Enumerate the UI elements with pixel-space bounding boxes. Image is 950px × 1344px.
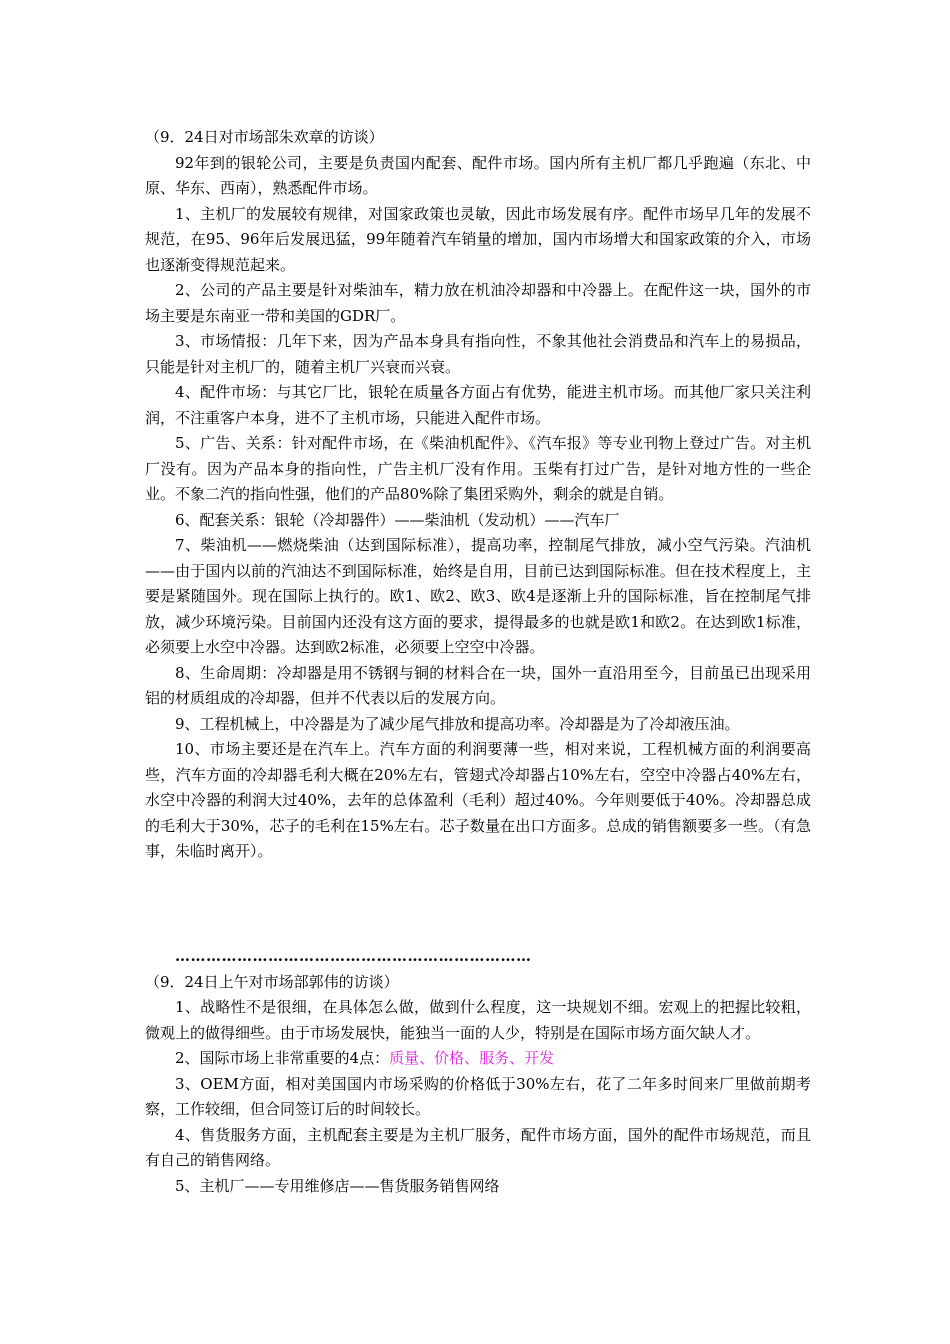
interview-2-heading: （9．24日上午对市场部郭伟的访谈） (145, 972, 399, 991)
paragraph: 3、市场情报：几年下来，因为产品本身具有指向性，不象其他社会消费品和汽车上的易损品，只能是针对主机厂的，随着主机厂兴衰而兴衰。 (145, 332, 811, 376)
paragraph: 92年到的银轮公司，主要是负责国内配套、配件市场。国内所有主机厂都几乎跑遍（东北、中原、华东、西南），熟悉配件市场。 (145, 153, 811, 197)
paragraph: 1、主机厂的发展较有规律，对国家政策也灵敏，因此市场发展有序。配件市场早几年的发展不规范，在95、96年后发展迅猛，99年随着汽车销量的增加，国内市场增大和国家政策的介入，市场也逐渐变得规范起来。 (145, 204, 811, 274)
paragraph (145, 1046, 811, 1072)
document-page (145, 125, 811, 1199)
paragraph-prefix: 2、国际市场上非常重要的4点： (175, 1049, 390, 1067)
paragraph: 2、公司的产品主要是针对柴油车，精力放在机油冷却器和中冷器上。在配件这一块，国外的市场主要是东南亚一带和美国的GDR厂。 (145, 281, 811, 325)
highlighted-text: 质量、价格、服务、开发 (389, 1049, 555, 1067)
paragraph: 4、配件市场：与其它厂比，银轮在质量各方面占有优势，能进主机市场。而其他厂家只关注利润，不注重客户本身，进不了主机市场，只能进入配件市场。 (145, 383, 811, 427)
paragraph: 7、柴油机——燃烧柴油（达到国际标准），提高功率，控制尾气排放，减小空气污染。汽油机——由于国内以前的汽油达不到国际标准，始终是自用，目前已达到国际标准。但在技术程度上，主要是紧随国外。现在国际上执行的。欧1、欧2、欧3、欧4是逐渐上升的国际标准，旨在控制尾气排放，减少环境污染。目前国内还没有这方面的要求，提得最多的也就是欧1和欧2。在达到欧1标准，必须要上水空中冷器。达到欧2标准，必须要上空空中冷器。 (145, 536, 811, 656)
paragraph: 8、生命周期：冷却器是用不锈钢与铜的材料合在一块，国外一直沿用至今，目前虽已出现采用铝的材质组成的冷却器，但并不代表以后的发展方向。 (145, 663, 811, 707)
paragraph: 1、战略性不是很细，在具体怎么做，做到什么程度，这一块规划不细。宏观上的把握比较粗，微观上的做得细些。由于市场发展快，能独当一面的人少，特别是在国际市场方面欠缺人才。 (145, 998, 811, 1042)
paragraph: 6、配套关系：银轮（冷却器件）——柴油机（发动机）——汽车厂 (175, 510, 620, 529)
interview-1-heading: （9．24日对市场部朱欢章的访谈） (145, 128, 384, 146)
paragraph: 10、市场主要还是在汽车上。汽车方面的利润要薄一些，相对来说，工程机械方面的利润要高些，汽车方面的冷却器毛利大概在20%左右，管翅式冷却器占10%左右，空空中冷器占40%左右，水空中冷器的利润大过40%，去年的总体盈利（毛利）超过40%。今年则要低于40%。冷却器总成的毛利大于30%，芯子的毛利在15%左右。芯子数量在出口方面多。总成的销售额要多一些。（有急事，朱临时离开）。 (145, 740, 811, 860)
paragraph: 5、广告、关系：针对配件市场，在《柴油机配件》、《汽车报》等专业刊物上登过广告。对主机厂没有。因为产品本身的指向性，广告主机厂没有作用。玉柴有打过广告，是针对地方性的一些企业。不象二汽的指向性强，他们的产品80%除了集团采购外，剩余的就是自销。 (145, 434, 811, 503)
paragraph: 9、工程机械上，中冷器是为了减少尾气排放和提高功率。冷却器是为了冷却液压油。 (175, 714, 740, 733)
paragraph: 4、售货服务方面，主机配套主要是为主机厂服务，配件市场方面，国外的配件市场规范，而且有自己的销售网络。 (145, 1125, 811, 1169)
blank-space (145, 865, 811, 942)
paragraph: 3、OEM方面，相对美国国内市场采购的价格低于30%左右，花了二年多时间来厂里做前期考察，工作较细，但合同签订后的时间较长。 (145, 1074, 811, 1118)
paragraph: 5、主机厂——专用维修店——售货服务销售网络 (175, 1176, 500, 1195)
dotted-separator: …………………………………………………………… (175, 946, 532, 965)
